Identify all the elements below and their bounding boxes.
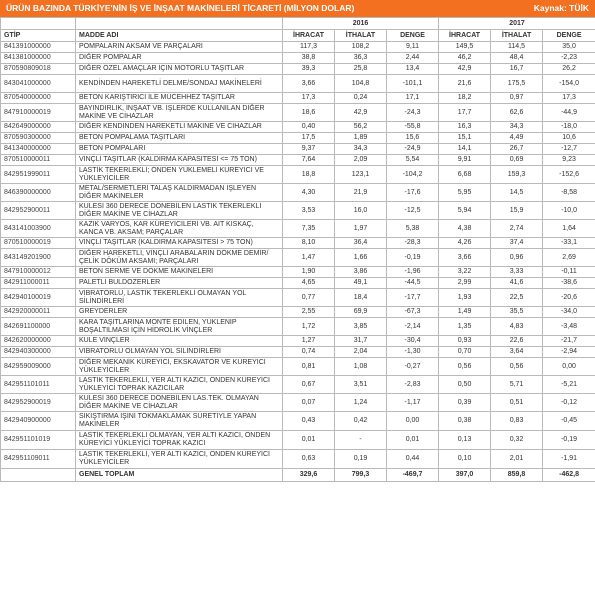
value-ihracat-2016: 8,10 (283, 238, 335, 249)
value-ihracat-2017: 4,26 (439, 238, 491, 249)
value-denge-2017: -38,6 (543, 278, 595, 289)
header-ihracat-2016: İHRACAT (283, 30, 335, 42)
value-ithalat-2017: 14,5 (491, 184, 543, 202)
value-denge-2016: -101,1 (387, 75, 439, 93)
value-ithalat-2017: 0,83 (491, 412, 543, 431)
value-ithalat-2017: 4,49 (491, 133, 543, 144)
value-ithalat-2017: 35,5 (491, 307, 543, 318)
value-ithalat-2016: 3,86 (335, 267, 387, 278)
value-ihracat-2016: 1,72 (283, 318, 335, 336)
header-gtip: GTİP (1, 30, 76, 42)
value-ihracat-2017: 0,70 (439, 347, 491, 358)
value-denge-2017: -34,0 (543, 307, 595, 318)
total-label: GENEL TOPLAM (76, 469, 283, 482)
value-ihracat-2017: 0,39 (439, 394, 491, 412)
table-row (1, 336, 595, 347)
header-madde-adi: MADDE ADI (76, 30, 283, 42)
value-denge-2017: -18,0 (543, 122, 595, 133)
value-ihracat-2017: 9,91 (439, 155, 491, 166)
value-denge-2017: -2,23 (543, 53, 595, 64)
value-ihracat-2016: 18,8 (283, 166, 335, 184)
value-ihracat-2016: 1,47 (283, 249, 335, 267)
gtip-code: 842951101019 (1, 431, 76, 450)
madde-adi: LASTİK TEKERLEKLİ, YER ALTI KAZICI, ÖNDEN KÜREYİCİ YÜKLEYİCİ TOPRAK KAZICILAR (76, 376, 283, 394)
total-ihracat-2017: 397,0 (439, 469, 491, 482)
value-ithalat-2017: 26,7 (491, 144, 543, 155)
value-denge-2017: -2,94 (543, 347, 595, 358)
header-denge-2017: DENGE (543, 30, 595, 42)
value-ithalat-2016: 36,4 (335, 238, 387, 249)
value-ithalat-2016: 16,0 (335, 202, 387, 220)
madde-adi: BETON POMPALARI (76, 144, 283, 155)
table-row (1, 155, 595, 166)
madde-adi: KAZIK VARYOS, KAR KÜREYİCİLERİ VB. AİT KISKAÇ, KANCA VB. AKSAM; PARÇALAR (76, 220, 283, 238)
table-row (1, 133, 595, 144)
value-ihracat-2016: 17,5 (283, 133, 335, 144)
value-ihracat-2017: 0,13 (439, 431, 491, 450)
gtip-code: 870510000019 (1, 238, 76, 249)
total-ihracat-2016: 329,6 (283, 469, 335, 482)
value-ithalat-2017: 0,51 (491, 394, 543, 412)
value-ithalat-2016: 0,42 (335, 412, 387, 431)
table-title: ÜRÜN BAZINDA TÜRKİYE'NİN İŞ VE İNŞAAT MAKİNELERİ TİCARETİ (MİLYON DOLAR) (6, 3, 355, 13)
gtip-code: 842952900019 (1, 394, 76, 412)
value-denge-2016: -0,27 (387, 358, 439, 376)
value-denge-2017: 1,64 (543, 220, 595, 238)
madde-adi: DİĞER HAREKETLİ, VİNÇLİ ARABALARIN DÖKME DEMİR/ÇELİK DÖKÜM AKSAMI; PARÇALARI (76, 249, 283, 267)
value-denge-2016: -12,5 (387, 202, 439, 220)
total-row (1, 469, 595, 482)
gtip-code: 842951109011 (1, 450, 76, 469)
value-ihracat-2017: 46,2 (439, 53, 491, 64)
value-denge-2017: -0,12 (543, 394, 595, 412)
table-row (1, 347, 595, 358)
total-ithalat-2016: 799,3 (335, 469, 387, 482)
value-ihracat-2016: 7,35 (283, 220, 335, 238)
table-row (1, 289, 595, 307)
gtip-code: 870590300000 (1, 133, 76, 144)
value-ithalat-2017: 2,74 (491, 220, 543, 238)
gtip-code: 843041000000 (1, 75, 76, 93)
value-ihracat-2017: 0,93 (439, 336, 491, 347)
value-ithalat-2016: 2,04 (335, 347, 387, 358)
madde-adi: BAYINDIRLIK, İNŞAAT VB. İŞLERDE KULLANILAN DİĞER MAKİNE VE CİHAZLAR (76, 104, 283, 122)
value-ihracat-2017: 6,68 (439, 166, 491, 184)
madde-adi: DİĞER ÖZEL AMAÇLAR İÇİN MOTORLU TAŞITLAR (76, 64, 283, 75)
value-ithalat-2017: 114,5 (491, 42, 543, 53)
gtip-code: 843141003900 (1, 220, 76, 238)
value-denge-2017: 9,23 (543, 155, 595, 166)
value-denge-2017: 0,00 (543, 358, 595, 376)
value-ithalat-2017: 16,7 (491, 64, 543, 75)
table-row (1, 318, 595, 336)
madde-adi: GREYDERLER (76, 307, 283, 318)
value-denge-2016: -55,8 (387, 122, 439, 133)
value-ithalat-2016: 25,8 (335, 64, 387, 75)
value-ithalat-2017: 0,96 (491, 249, 543, 267)
madde-adi: KULESİ 360 DERECE DÖNEBİLEN LAS.TEK. OLMAYAN DİĞER MAKİNE VE CİHAZLAR (76, 394, 283, 412)
value-ihracat-2016: 38,8 (283, 53, 335, 64)
table-row (1, 184, 595, 202)
value-ithalat-2017: 3,64 (491, 347, 543, 358)
value-ihracat-2017: 21,6 (439, 75, 491, 93)
value-ithalat-2016: 56,2 (335, 122, 387, 133)
value-ihracat-2016: 1,90 (283, 267, 335, 278)
value-denge-2016: -104,2 (387, 166, 439, 184)
value-ithalat-2017: 15,9 (491, 202, 543, 220)
value-ithalat-2016: 1,97 (335, 220, 387, 238)
gtip-code: 847910000012 (1, 267, 76, 278)
value-denge-2017: 17,3 (543, 93, 595, 104)
value-ithalat-2017: 22,5 (491, 289, 543, 307)
madde-adi: POMPALARIN AKSAM VE PARÇALARI (76, 42, 283, 53)
value-denge-2016: -2,83 (387, 376, 439, 394)
value-ithalat-2016: 36,3 (335, 53, 387, 64)
value-ithalat-2016: 3,85 (335, 318, 387, 336)
value-ithalat-2016: 21,9 (335, 184, 387, 202)
table-row (1, 267, 595, 278)
value-ihracat-2016: 39,3 (283, 64, 335, 75)
gtip-code: 842691100000 (1, 318, 76, 336)
madde-adi: KULE VİNÇLER (76, 336, 283, 347)
table-row (1, 64, 595, 75)
madde-adi: BETON POMPALAMA TAŞITLARI (76, 133, 283, 144)
gtip-code: 842940300000 (1, 347, 76, 358)
value-denge-2017: -8,58 (543, 184, 595, 202)
value-denge-2017: -0,11 (543, 267, 595, 278)
header-ihracat-2017: İHRACAT (439, 30, 491, 42)
value-denge-2016: -28,3 (387, 238, 439, 249)
value-ithalat-2017: 41,6 (491, 278, 543, 289)
value-ithalat-2016: 1,08 (335, 358, 387, 376)
gtip-code: 841340000000 (1, 144, 76, 155)
header-ithalat-2016: İTHALAT (335, 30, 387, 42)
table-row (1, 358, 595, 376)
value-ihracat-2016: 0,07 (283, 394, 335, 412)
madde-adi: KENDİNDEN HAREKETLİ DELME/SONDAJ MAKİNELERİ (76, 75, 283, 93)
value-denge-2016: 5,38 (387, 220, 439, 238)
madde-adi: LASTİK TEKERLEKLİ; ÖNDEN YÜKLEMELİ KÜREYİCİ VE YÜKLEYİCİLER (76, 166, 283, 184)
value-ihracat-2017: 15,1 (439, 133, 491, 144)
value-denge-2017: 2,69 (543, 249, 595, 267)
value-ihracat-2017: 3,22 (439, 267, 491, 278)
value-ithalat-2016: 34,3 (335, 144, 387, 155)
value-ithalat-2017: 0,69 (491, 155, 543, 166)
table-row (1, 278, 595, 289)
total-denge-2017: -462,8 (543, 469, 595, 482)
value-ihracat-2017: 5,95 (439, 184, 491, 202)
value-denge-2017: -21,7 (543, 336, 595, 347)
value-denge-2017: -152,6 (543, 166, 595, 184)
table-row (1, 93, 595, 104)
value-ithalat-2017: 0,32 (491, 431, 543, 450)
header-blank-2 (76, 18, 283, 30)
trade-table (0, 17, 595, 482)
value-ihracat-2017: 0,38 (439, 412, 491, 431)
value-ithalat-2016: 31,7 (335, 336, 387, 347)
table-row (1, 220, 595, 238)
value-denge-2016: -67,3 (387, 307, 439, 318)
value-ihracat-2016: 9,37 (283, 144, 335, 155)
gtip-code: 842951101011 (1, 376, 76, 394)
value-ihracat-2017: 1,35 (439, 318, 491, 336)
value-denge-2016: 5,54 (387, 155, 439, 166)
value-ihracat-2016: 0,77 (283, 289, 335, 307)
value-ithalat-2017: 175,5 (491, 75, 543, 93)
value-denge-2017: -1,91 (543, 450, 595, 469)
value-ithalat-2016: 2,09 (335, 155, 387, 166)
value-ithalat-2016: 108,2 (335, 42, 387, 53)
value-ithalat-2016: 1,66 (335, 249, 387, 267)
value-denge-2016: -44,5 (387, 278, 439, 289)
value-ihracat-2016: 0,43 (283, 412, 335, 431)
value-ithalat-2016: 0,19 (335, 450, 387, 469)
value-denge-2017: 10,6 (543, 133, 595, 144)
value-ihracat-2016: 4,65 (283, 278, 335, 289)
madde-adi: VİNÇLİ TAŞITLAR (KALDIRMA KAPASİTESİ > 75 TON) (76, 238, 283, 249)
gtip-code: 870540000000 (1, 93, 76, 104)
table-row (1, 144, 595, 155)
madde-adi: VİBRATÖRLÜ, LASTİK TEKERLEKLİ OLMAYAN YOL SİLİNDİRLERİ (76, 289, 283, 307)
value-ihracat-2017: 5,94 (439, 202, 491, 220)
value-ithalat-2016: 3,51 (335, 376, 387, 394)
value-ihracat-2016: 1,27 (283, 336, 335, 347)
value-ihracat-2016: 0,63 (283, 450, 335, 469)
value-denge-2016: -17,6 (387, 184, 439, 202)
table-row (1, 394, 595, 412)
header-ithalat-2017: İTHALAT (491, 30, 543, 42)
value-denge-2016: 0,44 (387, 450, 439, 469)
value-ihracat-2016: 0,81 (283, 358, 335, 376)
madde-adi: LASTİK TEKERLEKLİ OLMAYAN, YER ALTI KAZICI, ÖNDEN KÜREYİCİ YÜKLEYİCİ TOPRAK KAZICI (76, 431, 283, 450)
value-denge-2017: -0,45 (543, 412, 595, 431)
value-ihracat-2017: 17,7 (439, 104, 491, 122)
table-row (1, 412, 595, 431)
madde-adi: KARA TAŞITLARINA MONTE EDİLEN, YÜKLENİP BOŞALTILMASI İÇİN HİDROLİK VİNÇLER (76, 318, 283, 336)
title-bar (0, 0, 595, 17)
table-row (1, 122, 595, 133)
value-ithalat-2016: 104,8 (335, 75, 387, 93)
table-row (1, 238, 595, 249)
value-denge-2017: -3,48 (543, 318, 595, 336)
value-ihracat-2016: 0,40 (283, 122, 335, 133)
madde-adi: BETON KARIŞTIRICI İLE MÜCEHHEZ TAŞITLAR (76, 93, 283, 104)
value-ihracat-2016: 4,30 (283, 184, 335, 202)
value-ithalat-2017: 34,3 (491, 122, 543, 133)
value-ithalat-2016: 69,9 (335, 307, 387, 318)
value-denge-2017: -20,6 (543, 289, 595, 307)
gtip-code: 842951999011 (1, 166, 76, 184)
value-ihracat-2016: 117,3 (283, 42, 335, 53)
value-denge-2016: 13,4 (387, 64, 439, 75)
value-ihracat-2017: 1,49 (439, 307, 491, 318)
gtip-code: 842620000000 (1, 336, 76, 347)
value-denge-2016: 2,44 (387, 53, 439, 64)
value-ithalat-2016: 0,24 (335, 93, 387, 104)
table-row (1, 42, 595, 53)
gtip-code: 842649000000 (1, 122, 76, 133)
value-denge-2017: 35,0 (543, 42, 595, 53)
value-denge-2016: -0,19 (387, 249, 439, 267)
gtip-code: 846390000000 (1, 184, 76, 202)
gtip-code: 841391000000 (1, 42, 76, 53)
value-denge-2017: -33,1 (543, 238, 595, 249)
value-ihracat-2016: 2,55 (283, 307, 335, 318)
value-ihracat-2016: 3,53 (283, 202, 335, 220)
header-blank-1 (1, 18, 76, 30)
value-ihracat-2017: 149,5 (439, 42, 491, 53)
gtip-code: 842911000011 (1, 278, 76, 289)
value-ithalat-2017: 3,33 (491, 267, 543, 278)
value-ithalat-2017: 5,71 (491, 376, 543, 394)
value-ithalat-2017: 0,97 (491, 93, 543, 104)
value-ihracat-2017: 2,99 (439, 278, 491, 289)
value-ithalat-2016: 1,89 (335, 133, 387, 144)
value-ihracat-2017: 4,38 (439, 220, 491, 238)
value-denge-2016: -1,96 (387, 267, 439, 278)
value-ihracat-2016: 17,3 (283, 93, 335, 104)
value-ithalat-2017: 0,56 (491, 358, 543, 376)
value-denge-2017: 26,2 (543, 64, 595, 75)
table-row (1, 307, 595, 318)
value-ithalat-2017: 159,3 (491, 166, 543, 184)
value-ihracat-2017: 0,10 (439, 450, 491, 469)
value-denge-2016: -17,7 (387, 289, 439, 307)
table-row (1, 249, 595, 267)
gtip-code: 843149201900 (1, 249, 76, 267)
table-row (1, 431, 595, 450)
value-ihracat-2017: 0,56 (439, 358, 491, 376)
value-denge-2016: -30,4 (387, 336, 439, 347)
value-ithalat-2016: 49,1 (335, 278, 387, 289)
gtip-code: 842920000011 (1, 307, 76, 318)
value-denge-2016: -24,9 (387, 144, 439, 155)
madde-adi: PALETLİ BULDOZERLER (76, 278, 283, 289)
table-row (1, 166, 595, 184)
gtip-code: 870590809018 (1, 64, 76, 75)
value-denge-2017: -10,0 (543, 202, 595, 220)
value-ithalat-2017: 48,4 (491, 53, 543, 64)
value-denge-2016: 0,01 (387, 431, 439, 450)
gtip-code: 842959009000 (1, 358, 76, 376)
table-row (1, 376, 595, 394)
value-denge-2016: -1,17 (387, 394, 439, 412)
value-ithalat-2017: 22,6 (491, 336, 543, 347)
madde-adi: SIKIŞTIRMA İŞİNİ TOKMAKLAMAK SURETİYLE YAPAN MAKİNELER (76, 412, 283, 431)
value-denge-2017: -154,0 (543, 75, 595, 93)
value-denge-2016: 15,6 (387, 133, 439, 144)
value-ihracat-2017: 1,93 (439, 289, 491, 307)
total-denge-2016: -469,7 (387, 469, 439, 482)
madde-adi: VİNÇLİ TAŞITLAR (KALDIRMA KAPASİTESİ <= 75 TON) (76, 155, 283, 166)
value-ithalat-2016: 123,1 (335, 166, 387, 184)
value-ithalat-2016: 42,9 (335, 104, 387, 122)
gtip-code: 847910000019 (1, 104, 76, 122)
value-denge-2017: -0,19 (543, 431, 595, 450)
value-ihracat-2016: 0,01 (283, 431, 335, 450)
value-denge-2016: 17,1 (387, 93, 439, 104)
value-denge-2017: -12,7 (543, 144, 595, 155)
value-ihracat-2017: 18,2 (439, 93, 491, 104)
table-row (1, 202, 595, 220)
madde-adi: DİĞER POMPALAR (76, 53, 283, 64)
total-ithalat-2017: 859,8 (491, 469, 543, 482)
madde-adi: DİĞER KENDİNDEN HAREKETLİ MAKİNE VE CİHAZLAR (76, 122, 283, 133)
header-year-2016: 2016 (283, 18, 439, 30)
value-denge-2017: -5,21 (543, 376, 595, 394)
madde-adi: LASTİK TEKERLEKLİ, YER ALTI KAZICI, ÖNDEN KÜREYİCİ YÜKLEYİCİLER (76, 450, 283, 469)
value-ithalat-2017: 37,4 (491, 238, 543, 249)
value-ihracat-2016: 0,67 (283, 376, 335, 394)
gtip-code: 842940100019 (1, 289, 76, 307)
madde-adi: VİBRATÖRLÜ OLMAYAN YOL SİLİNDİRLERİ (76, 347, 283, 358)
madde-adi: DİĞER MEKANİK KÜREYİCİ, EKSKAVATÖR VE KÜREYİCİ YÜKLEYİCİLER (76, 358, 283, 376)
gtip-code: 870510000011 (1, 155, 76, 166)
value-denge-2016: -24,3 (387, 104, 439, 122)
table-row (1, 104, 595, 122)
value-ihracat-2017: 42,9 (439, 64, 491, 75)
value-ihracat-2017: 16,3 (439, 122, 491, 133)
gtip-code: 841381000000 (1, 53, 76, 64)
madde-adi: KULESİ 360 DERECE DÖNEBİLEN LASTİK TEKERLEKLİ DİĞER MAKİNE VE CİHAZLAR (76, 202, 283, 220)
source-label: Kaynak: TÜİK (533, 3, 589, 13)
table-row (1, 53, 595, 64)
value-ihracat-2016: 7,64 (283, 155, 335, 166)
value-ihracat-2017: 3,66 (439, 249, 491, 267)
total-blank (1, 469, 76, 482)
value-ihracat-2017: 14,1 (439, 144, 491, 155)
value-ithalat-2017: 2,01 (491, 450, 543, 469)
value-denge-2016: 9,11 (387, 42, 439, 53)
madde-adi: METAL/SERMETLERİ TALAŞ KALDIRMADAN İŞLEYEN DİĞER MAKİNELER (76, 184, 283, 202)
value-ithalat-2016: 18,4 (335, 289, 387, 307)
value-ihracat-2016: 0,74 (283, 347, 335, 358)
value-denge-2016: 0,00 (387, 412, 439, 431)
value-ithalat-2017: 62,6 (491, 104, 543, 122)
gtip-code: 842952900011 (1, 202, 76, 220)
value-ihracat-2016: 18,6 (283, 104, 335, 122)
header-denge-2016: DENGE (387, 30, 439, 42)
value-denge-2016: -2,14 (387, 318, 439, 336)
madde-adi: BETON SERME VE DÖKME MAKİNELERİ (76, 267, 283, 278)
value-ithalat-2016: 1,24 (335, 394, 387, 412)
table-body (1, 42, 595, 482)
value-ithalat-2017: 4,83 (491, 318, 543, 336)
value-denge-2017: -44,9 (543, 104, 595, 122)
value-denge-2016: -1,30 (387, 347, 439, 358)
table-row (1, 450, 595, 469)
value-ithalat-2016: - (335, 431, 387, 450)
header-year-2017: 2017 (439, 18, 595, 30)
value-ihracat-2017: 0,50 (439, 376, 491, 394)
value-ihracat-2016: 3,66 (283, 75, 335, 93)
gtip-code: 842940900000 (1, 412, 76, 431)
table-row (1, 75, 595, 93)
